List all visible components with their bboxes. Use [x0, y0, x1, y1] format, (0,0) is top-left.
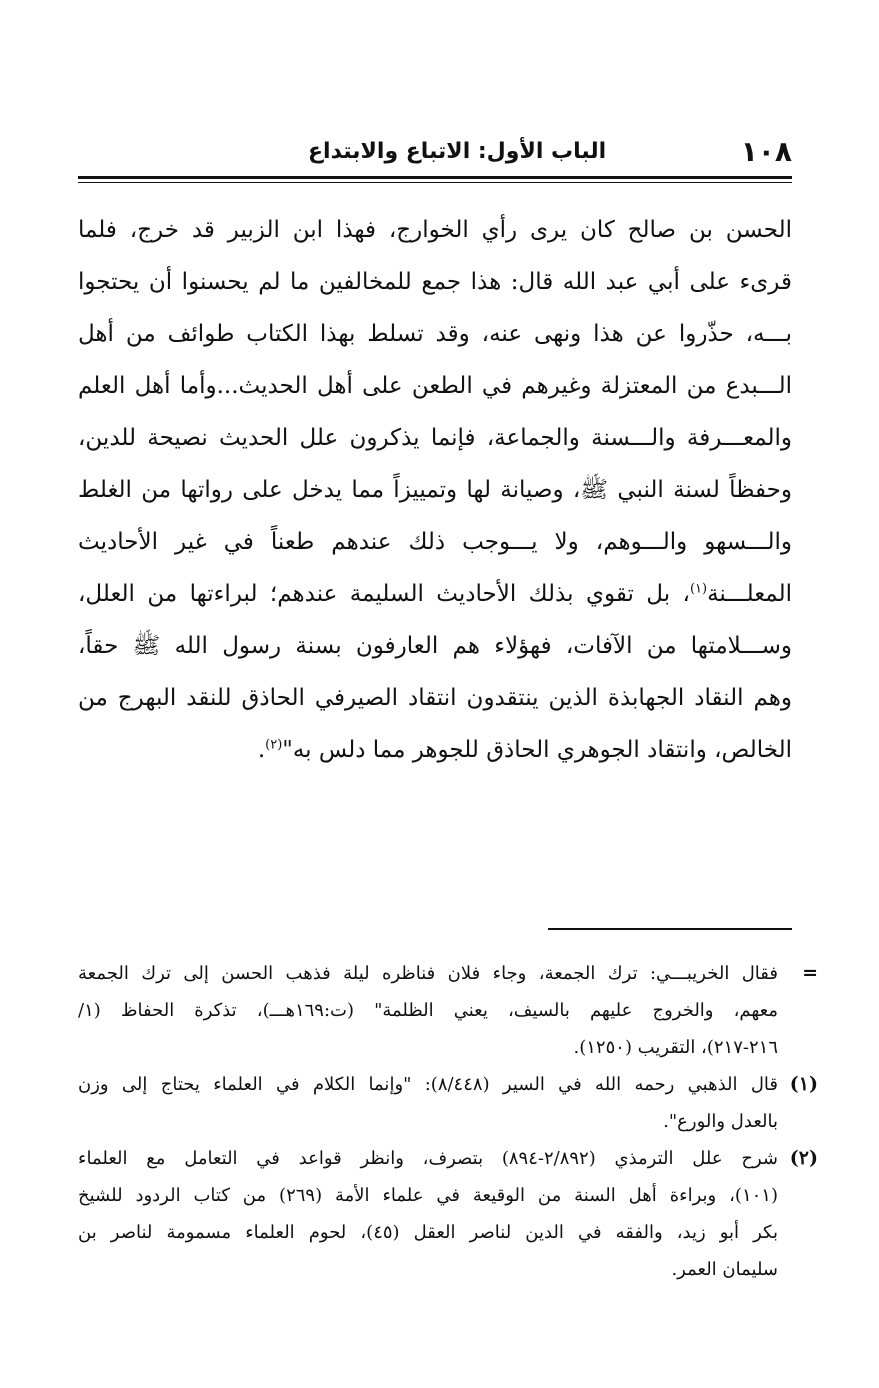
- body-line: وهم النقاد الجهابذة الذين ينتقدون انتقاد الصيرفي الحاذق للنقد البهرج من: [78, 685, 792, 711]
- footnote-line: بالعدل والورع".: [663, 1111, 778, 1132]
- running-title: الباب الأول: الاتباع والابتداع: [308, 139, 607, 164]
- body-line: وحفظاً لسنة النبي ﷺ، وصيانة لها وتمييزاً مما يدخل على رواتها من الغلط: [78, 477, 792, 503]
- header-rule-thin: [78, 182, 792, 183]
- body-line: بـــه، حذّروا عن هذا ونهى عنه، وقد تسلط بهذا الكتاب طوائف من أهل: [78, 321, 792, 347]
- footnote-line: قال الذهبي رحمه الله في السير (٨/٤٤٨): "وإنما الكلام في العلماء يحتاج إلى وزن: [78, 1074, 778, 1095]
- body-line-prefix: المعلـــنة: [707, 581, 792, 607]
- footnote-ref-1: (١): [689, 581, 708, 597]
- body-line: المعلـــنة$^{(١)}$، بل تقوي بذلك الأحاديث السليمة عندهم؛ لبراءتها من العلل،: [78, 581, 792, 607]
- body-line: الـــبدع من المعتزلة وغيرهم في الطعن على أهل الحديث...وأما أهل العلم: [78, 373, 792, 399]
- footnote-2-marker: (٢): [789, 1147, 818, 1169]
- page-number: ١٠٨: [740, 135, 792, 168]
- footnote-continuation: [78, 955, 818, 1066]
- footnote-line: شرح علل الترمذي (٢/٨٩٢-٨٩٤) بتصرف، وانظر قواعد في التعامل مع العلماء: [78, 1148, 778, 1169]
- body-line: وســـلامتها من الآفات، فهؤلاء هم العارفون بسنة رسول الله ﷺ حقاً،: [78, 633, 792, 659]
- body-line-rest: بل تقوي بذلك الأحاديث السليمة عندهم؛ لبراءتها من العلل،: [78, 581, 671, 607]
- footnote-line: فقال الخريبـــي: ترك الجمعة، وجاء فلان فناظره ليلة فذهب الحسن إلى ترك الجمعة: [78, 963, 778, 984]
- footnote-line: معهم، والخروج عليهم بالسيف، يعني الظلمة" (ت:١٦٩هـــ)، تذكرة الحفاظ (١/: [78, 1000, 778, 1021]
- body-line: والـــسهو والـــوهم، ولا يـــوجب ذلك عندهم طعناً في غير الأحاديث: [78, 529, 792, 555]
- body-line-text: الخالص، وانتقاد الجوهري الحاذق للجوهر مما دلس به": [282, 737, 792, 763]
- footnote-2: [78, 1140, 818, 1288]
- body-line: والمعـــرفة والـــسنة والجماعة، فإنما يذكرون علل الحديث نصيحة للدين،: [78, 425, 792, 451]
- header-rule: [78, 176, 792, 179]
- body-line-end: .: [257, 737, 266, 763]
- continuation-marker: =: [802, 962, 818, 984]
- page-header: [78, 132, 792, 172]
- footnote-line: ٢١٦-٢١٧)، التقريب (١٢٥٠).: [573, 1037, 778, 1058]
- body-text: [78, 204, 792, 776]
- body-line: الحسن بن صالح كان يرى رأي الخوارج، فهذا ابن الزبير قد خرج، فلما: [78, 217, 792, 243]
- footnote-line: بكر أبو زيد، والفقه في الدين لناصر العقل (٤٥)، لحوم العلماء مسمومة لناصر بن: [78, 1222, 778, 1243]
- body-line: قرىء على أبي عبد الله قال: هذا جمع للمخالفين ما لم يحسنوا أن يحتجوا: [78, 269, 792, 295]
- footnote-ref-2: (٢): [265, 737, 283, 753]
- footnote-line: (١٠١)، وبراءة أهل السنة من الوقيعة في علماء الأمة (٢٦٩) من كتاب الردود للشيخ: [78, 1185, 778, 1206]
- body-line: [78, 724, 792, 776]
- footnote-line: سليمان العمر.: [671, 1259, 778, 1280]
- footnote-1: [78, 1066, 818, 1140]
- footnote-separator: [548, 928, 792, 930]
- footnote-1-marker: (١): [789, 1073, 818, 1095]
- footnotes: [78, 955, 818, 1288]
